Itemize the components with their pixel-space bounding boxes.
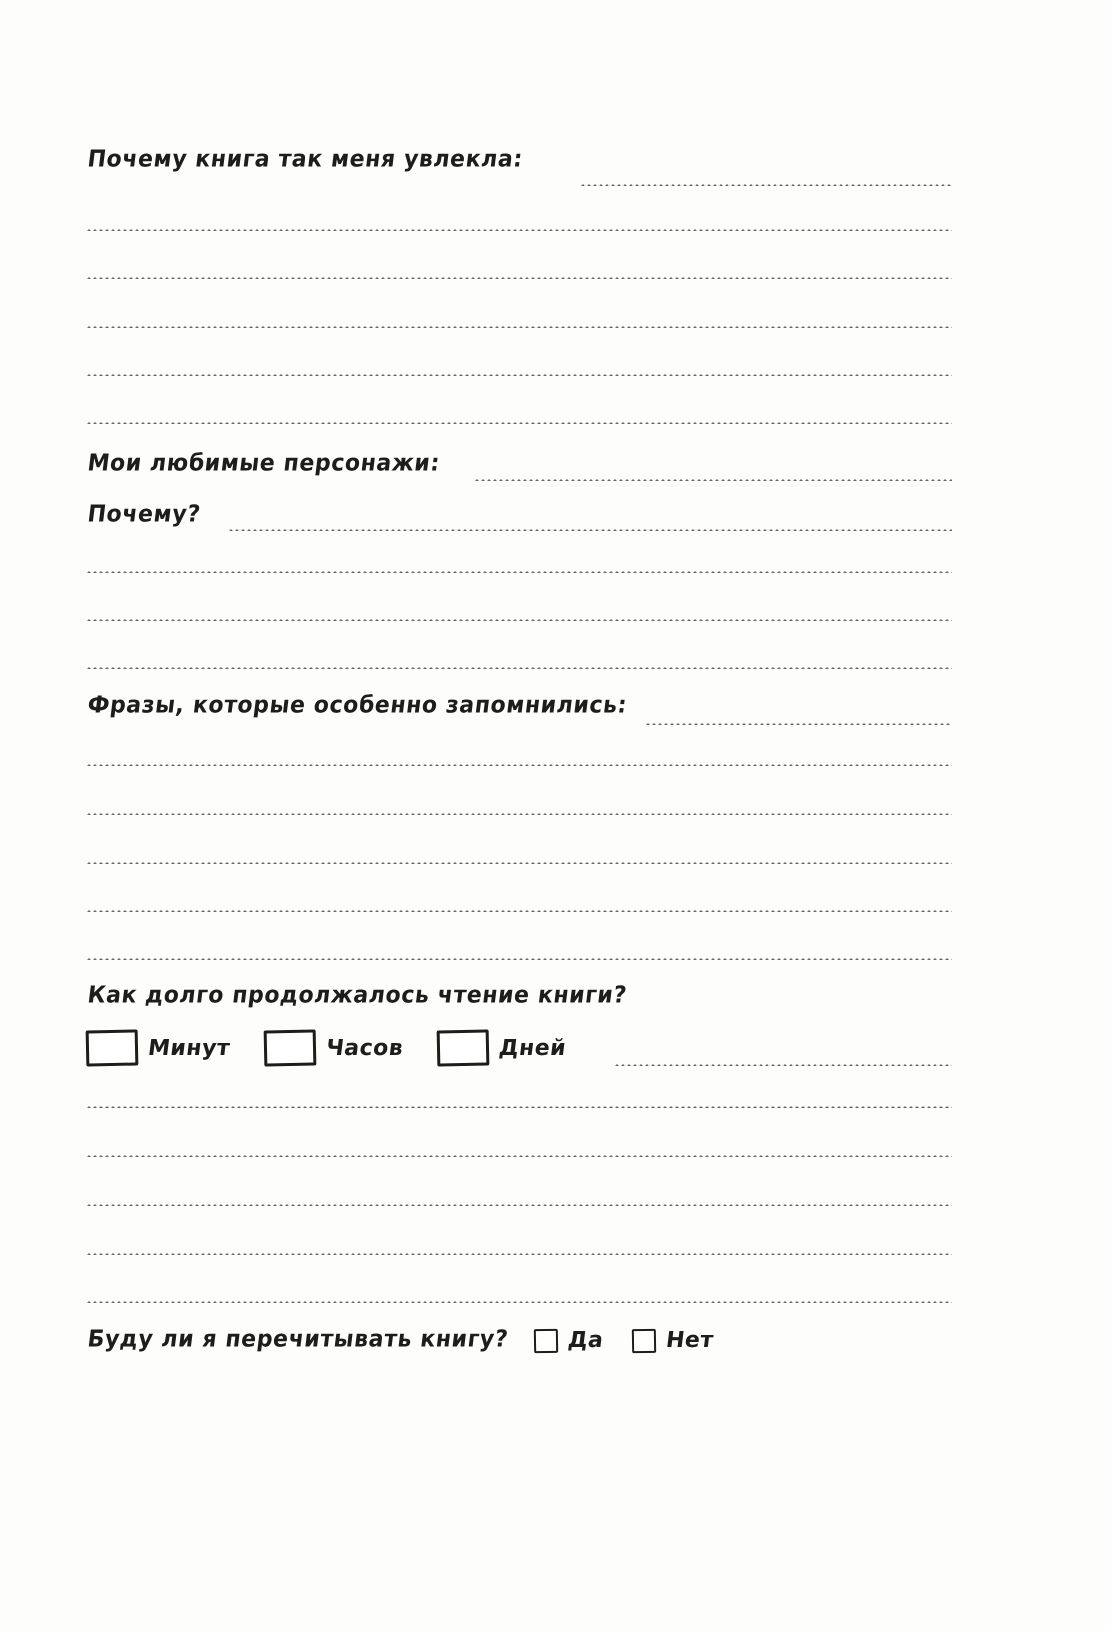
writing-line[interactable]	[86, 228, 952, 231]
prompt-memorable-phrases: Фразы, которые особенно запомнились:	[86, 692, 629, 719]
prompt-reading-duration: Как долго продолжалось чтение книги?	[86, 982, 629, 1009]
checkbox-no[interactable]	[632, 1328, 656, 1352]
writing-line[interactable]	[86, 373, 952, 376]
writing-line[interactable]	[580, 183, 952, 186]
writing-line[interactable]	[86, 1252, 952, 1255]
checkbox-days[interactable]	[437, 1029, 490, 1066]
writing-line[interactable]	[86, 1300, 952, 1303]
label-no: Нет	[664, 1328, 716, 1353]
section-reading-duration	[86, 984, 952, 1009]
writing-line[interactable]	[86, 957, 952, 960]
label-yes: Да	[566, 1328, 606, 1353]
writing-line[interactable]	[86, 1154, 952, 1157]
section-favourite-characters-why	[86, 503, 952, 528]
checkbox-minutes[interactable]	[86, 1029, 139, 1066]
label-hours: Часов	[324, 1035, 405, 1061]
prompt-favourite-characters-why: Почему?	[86, 501, 203, 528]
reading-duration-options	[86, 1030, 566, 1066]
writing-line[interactable]	[474, 478, 952, 481]
writing-line[interactable]	[645, 722, 952, 725]
writing-line[interactable]	[86, 618, 952, 621]
checkbox-hours[interactable]	[264, 1029, 317, 1066]
writing-line[interactable]	[86, 325, 952, 328]
writing-line[interactable]	[86, 861, 952, 864]
prompt-why-engaged: Почему книга так меня увлекла:	[86, 146, 525, 173]
prompt-favourite-characters: Мои любимые персонажи:	[86, 450, 442, 477]
writing-line[interactable]	[86, 276, 952, 279]
writing-line[interactable]	[86, 812, 952, 815]
section-will-reread	[86, 1326, 716, 1353]
writing-line[interactable]	[614, 1063, 952, 1066]
label-minutes: Минут	[146, 1035, 232, 1061]
writing-line[interactable]	[86, 1105, 952, 1108]
prompt-will-reread: Буду ли я перечитывать книгу?	[86, 1326, 510, 1353]
checkbox-yes[interactable]	[534, 1328, 558, 1352]
writing-line[interactable]	[228, 528, 952, 531]
section-why-engaged	[86, 148, 952, 173]
writing-line[interactable]	[86, 421, 952, 424]
writing-line[interactable]	[86, 909, 952, 912]
writing-line[interactable]	[86, 570, 952, 573]
writing-line[interactable]	[86, 763, 952, 766]
label-days: Дней	[497, 1035, 568, 1061]
writing-line[interactable]	[86, 1203, 952, 1206]
section-memorable-phrases	[86, 694, 952, 719]
section-favourite-characters	[86, 452, 952, 477]
writing-line[interactable]	[86, 666, 952, 669]
